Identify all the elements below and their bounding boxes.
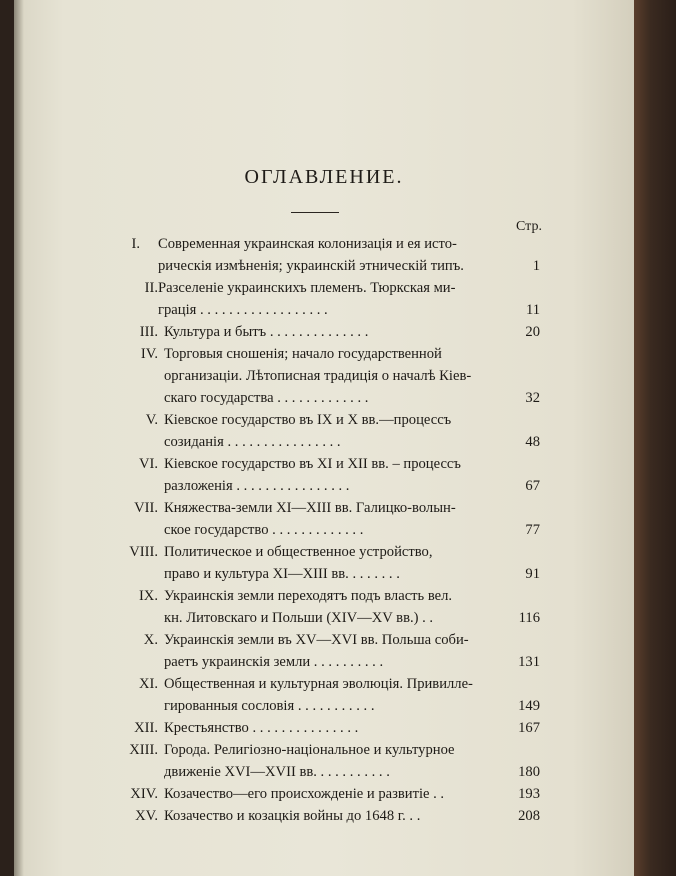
toc-entry-14[interactable] <box>14 784 634 805</box>
toc-text: Украинскія земли переходятъ подъ власть вел. <box>164 588 453 604</box>
toc-number: IV. <box>140 346 158 362</box>
toc-text: Козачество и козацкія войны до 1648 г. . . <box>164 808 421 824</box>
toc-page: 180 <box>518 764 540 780</box>
toc-entry-4-cont <box>14 366 634 387</box>
toc-text: Разселеніе украинскихъ племенъ. Тюркская ми- <box>158 280 456 296</box>
toc-entry-5-cont <box>14 432 634 453</box>
toc-entry-7-cont <box>14 520 634 541</box>
toc-entry-5[interactable] <box>14 410 634 431</box>
toc-page: 167 <box>518 720 540 736</box>
toc-entry-4-cont2 <box>14 388 634 409</box>
toc-number: XIV. <box>130 786 158 802</box>
toc-page: 67 <box>525 478 540 494</box>
toc-entry-10[interactable] <box>14 630 634 651</box>
book-cover-edge <box>634 0 676 876</box>
toc-page: 131 <box>518 654 540 670</box>
toc-entry-8[interactable] <box>14 542 634 563</box>
toc-number: III. <box>139 324 158 340</box>
toc-number: VI. <box>138 456 158 472</box>
toc-entry-2-cont <box>14 300 634 321</box>
toc-text: Общественная и культурная эволюція. Привилле- <box>164 676 473 692</box>
toc-entry-9[interactable] <box>14 586 634 607</box>
toc-number: II. <box>144 280 158 296</box>
toc-page: 1 <box>532 258 540 274</box>
toc-entry-13[interactable] <box>14 740 634 761</box>
toc-page: 193 <box>518 786 540 802</box>
page-title: ОГЛАВЛЕНИЕ. <box>244 166 404 188</box>
toc-text: скаго государства . . . . . . . . . . . . . <box>164 390 369 406</box>
book-page <box>14 0 634 876</box>
toc-text: гированныя сословія . . . . . . . . . . . <box>164 698 375 714</box>
toc-text: Кіевское государство въ IX и X вв.—процессъ <box>164 412 452 428</box>
toc-entry-9-cont <box>14 608 634 629</box>
toc-page: 208 <box>518 808 540 824</box>
toc-entry-8-cont <box>14 564 634 585</box>
toc-entry-13-cont <box>14 762 634 783</box>
toc-number: I. <box>131 236 140 252</box>
toc-text: грація . . . . . . . . . . . . . . . . . . <box>158 302 328 318</box>
toc-number: V. <box>145 412 158 428</box>
toc-number: VII. <box>134 500 158 516</box>
toc-page: 11 <box>525 302 540 318</box>
toc-entry-6[interactable] <box>14 454 634 475</box>
toc-text: Украинскія земли въ XV—XVI вв. Польша соби- <box>164 632 469 648</box>
toc-number: XIII. <box>129 742 158 758</box>
toc-entry-11[interactable] <box>14 674 634 695</box>
toc-text: Княжества-земли XI—XIII вв. Галицко-волын- <box>164 500 456 516</box>
toc-entry-3[interactable] <box>14 322 634 343</box>
toc-text: право и культура XI—XIII вв. . . . . . . . <box>164 566 400 582</box>
toc-text: разложенія . . . . . . . . . . . . . . . . <box>164 478 350 494</box>
toc-text: Торговыя сношенія; начало государственной <box>164 346 442 362</box>
toc-number: VIII. <box>129 544 158 560</box>
toc-page: 149 <box>518 698 540 714</box>
toc-page: 20 <box>525 324 540 340</box>
title-rule <box>291 212 339 213</box>
toc-text: Современная украинская колонизація и ея исто- <box>158 236 457 252</box>
toc-text: раетъ украинскія земли . . . . . . . . . . <box>164 654 384 670</box>
toc-page: 48 <box>525 434 540 450</box>
toc-entry-6-cont <box>14 476 634 497</box>
toc-text: организаціи. Лѣтописная традиція о началѣ Кіев- <box>164 368 472 384</box>
toc-number: XV. <box>135 808 158 824</box>
toc-number: IX. <box>138 588 158 604</box>
toc-page: 32 <box>525 390 540 406</box>
toc-page: 91 <box>525 566 540 582</box>
toc-text: Города. Религіозно-національное и культурное <box>164 742 455 758</box>
toc-text: созиданія . . . . . . . . . . . . . . . . <box>164 434 341 450</box>
toc-number: XI. <box>138 676 158 692</box>
toc-text: кн. Литовскаго и Польши (XIV—XV вв.) . . <box>164 610 434 626</box>
toc-text: движеніе XVI—XVII вв. . . . . . . . . . . <box>164 764 390 780</box>
toc-text: Крестьянство . . . . . . . . . . . . . . . <box>164 720 359 736</box>
toc-text: Политическое и общественное устройство, <box>164 544 433 560</box>
toc-entry-1[interactable] <box>14 234 634 255</box>
toc-page: 77 <box>525 522 540 538</box>
toc-entry-2[interactable] <box>14 278 634 299</box>
toc-entry-4[interactable] <box>14 344 634 365</box>
toc-entry-15[interactable] <box>14 806 634 827</box>
toc-entry-1-cont <box>14 256 634 277</box>
toc-entry-7[interactable] <box>14 498 634 519</box>
toc-entry-10-cont <box>14 652 634 673</box>
toc-entry-11-cont <box>14 696 634 717</box>
toc-text: Козачество—его происхожденіе и развитіе . . <box>164 786 445 802</box>
toc-page: 116 <box>518 610 540 626</box>
page-column-label: Стр. <box>516 219 542 234</box>
toc-number: X. <box>143 632 158 648</box>
toc-number: XII. <box>134 720 158 736</box>
toc-entry-12[interactable] <box>14 718 634 739</box>
toc-text: Кіевское государство въ XI и XII вв. – процессъ <box>164 456 461 472</box>
toc-text: ское государство . . . . . . . . . . . . . <box>164 522 364 538</box>
toc-text: рическія измѣненія; украинскій этническій типъ. <box>158 258 464 274</box>
toc-text: Культура и бытъ . . . . . . . . . . . . . . <box>164 324 369 340</box>
